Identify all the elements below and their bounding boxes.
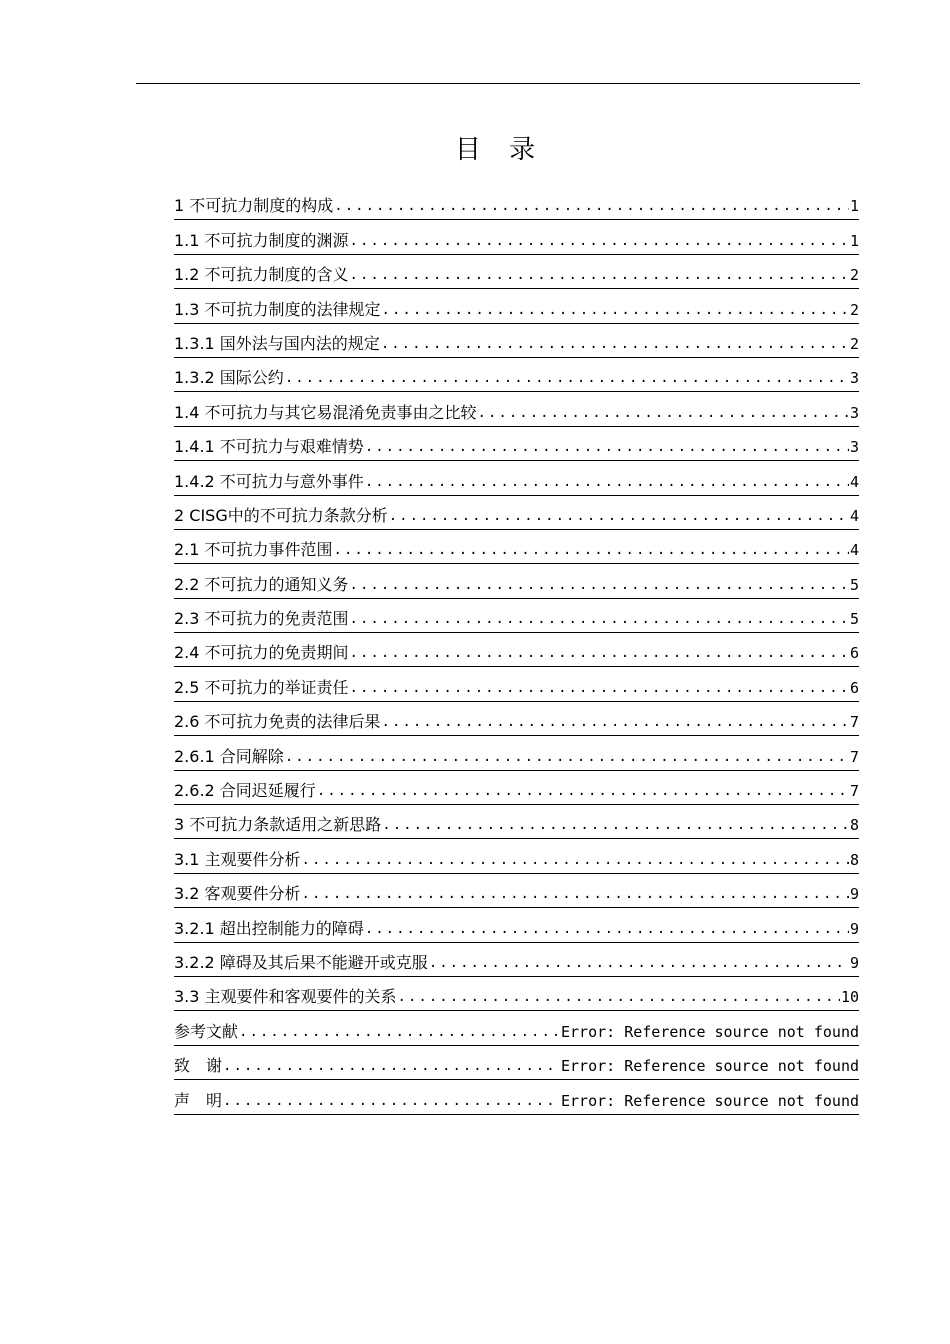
toc-entry[interactable] xyxy=(174,736,859,770)
toc-entry-page: 2 xyxy=(849,334,859,353)
toc-dot-leader xyxy=(381,334,849,354)
toc-entry[interactable] xyxy=(174,805,859,839)
toc-dot-leader xyxy=(223,1056,560,1076)
toc-entry[interactable] xyxy=(174,633,859,667)
toc-entry-label: 3.2.2 障碍及其后果不能避开或克服 xyxy=(174,952,428,972)
toc-dot-leader xyxy=(365,437,849,457)
toc-entry-label: 1.3 不可抗力制度的法律规定 xyxy=(174,299,381,319)
toc-entry-page: Error: Reference source not found xyxy=(560,1022,859,1041)
toc-dot-leader xyxy=(285,747,849,767)
toc-entry[interactable] xyxy=(174,392,859,426)
toc-entry[interactable] xyxy=(174,702,859,736)
toc-entry-label: 3.1 主观要件分析 xyxy=(174,849,301,869)
toc-entry-page: 3 xyxy=(849,438,859,457)
toc-entry[interactable] xyxy=(174,324,859,358)
toc-dot-leader xyxy=(350,643,849,663)
toc-entry-label: 1.2 不可抗力制度的含义 xyxy=(174,265,349,285)
toc-entry-label: 1.4.1 不可抗力与艰难情势 xyxy=(174,437,364,457)
toc-dot-leader xyxy=(239,1022,560,1042)
toc-entry[interactable] xyxy=(174,599,859,633)
toc-entry-label: 2.1 不可抗力事件范围 xyxy=(174,540,333,560)
toc-entry-label: 2.4 不可抗力的免责期间 xyxy=(174,643,349,663)
toc-entry-label: 3 不可抗力条款适用之新思路 xyxy=(174,815,382,835)
toc-entry-page: 4 xyxy=(849,472,859,491)
toc-dot-leader xyxy=(334,540,849,560)
toc-dot-leader xyxy=(302,850,849,870)
toc-dot-leader xyxy=(317,781,849,801)
toc-entry[interactable] xyxy=(174,908,859,942)
toc-dot-leader xyxy=(382,712,849,732)
toc-entry[interactable] xyxy=(174,839,859,873)
toc-entry[interactable] xyxy=(174,496,859,530)
toc-entry-page: 7 xyxy=(849,747,859,766)
toc-entry-page: 8 xyxy=(849,850,859,869)
toc-dot-leader xyxy=(350,609,849,629)
toc-dot-leader xyxy=(302,884,849,904)
toc-entry-page: 2 xyxy=(849,300,859,319)
toc-entry[interactable] xyxy=(174,1011,859,1045)
toc-entry-page: 4 xyxy=(849,541,859,560)
toc-entry-page: 9 xyxy=(849,953,859,972)
toc-entry-label: 3.2.1 超出控制能力的障碍 xyxy=(174,918,364,938)
toc-entry-page: 8 xyxy=(849,816,859,835)
toc-entry-page: 1 xyxy=(849,197,859,216)
toc-dot-leader xyxy=(223,1091,560,1111)
toc-entry-page: 9 xyxy=(849,885,859,904)
toc-entry-label: 1.4 不可抗力与其它易混淆免责事由之比较 xyxy=(174,402,477,422)
toc-entry-page: 6 xyxy=(849,644,859,663)
toc-entry[interactable] xyxy=(174,461,859,495)
toc-entry-label: 2.6.1 合同解除 xyxy=(174,746,284,766)
toc-entry[interactable] xyxy=(174,255,859,289)
toc-entry-label: 2.3 不可抗力的免责范围 xyxy=(174,609,349,629)
toc-entry-page: 7 xyxy=(849,713,859,732)
toc-entry[interactable] xyxy=(174,874,859,908)
toc-entry-label: 2.5 不可抗力的举证责任 xyxy=(174,677,349,697)
toc-entry-label: 2.6.2 合同迟延履行 xyxy=(174,781,316,801)
toc-entry[interactable] xyxy=(174,977,859,1011)
toc-entry-page: 6 xyxy=(849,678,859,697)
toc-dot-leader xyxy=(365,472,849,492)
toc-entry[interactable] xyxy=(174,427,859,461)
toc-entry[interactable] xyxy=(174,564,859,598)
toc-dot-leader xyxy=(429,953,849,973)
toc-dot-leader xyxy=(382,300,849,320)
toc-entry-label: 声 明 xyxy=(174,1090,223,1110)
toc-entry-label: 1.3.1 国外法与国内法的规定 xyxy=(174,333,380,353)
toc-dot-leader xyxy=(365,919,849,939)
toc-entry-page: 3 xyxy=(849,369,859,388)
toc-entry-label: 2 CISG中的不可抗力条款分析 xyxy=(174,505,388,525)
toc-entry[interactable] xyxy=(174,358,859,392)
toc-entry-label: 2.6 不可抗力免责的法律后果 xyxy=(174,712,381,732)
toc-entry[interactable] xyxy=(174,943,859,977)
toc-dot-leader xyxy=(478,403,849,423)
toc-dot-leader xyxy=(350,678,849,698)
toc-entry-page: 7 xyxy=(849,782,859,801)
toc-dot-leader xyxy=(350,265,849,285)
toc-dot-leader xyxy=(382,815,849,835)
toc-entry-page: Error: Reference source not found xyxy=(560,1057,859,1076)
table-of-contents xyxy=(174,186,859,1115)
toc-entry-label: 1.1 不可抗力制度的渊源 xyxy=(174,230,349,250)
toc-entry-page: Error: Reference source not found xyxy=(560,1091,859,1110)
toc-entry-page: 2 xyxy=(849,266,859,285)
toc-entry-page: 10 xyxy=(840,988,859,1007)
toc-entry[interactable] xyxy=(174,1080,859,1114)
toc-entry-label: 3.3 主观要件和客观要件的关系 xyxy=(174,987,397,1007)
toc-dot-leader xyxy=(350,231,849,251)
toc-dot-leader xyxy=(350,575,849,595)
toc-entry-label: 致 谢 xyxy=(174,1056,223,1076)
toc-entry[interactable] xyxy=(174,220,859,254)
toc-dot-leader xyxy=(334,196,849,216)
toc-entry[interactable] xyxy=(174,667,859,701)
toc-entry-page: 5 xyxy=(849,575,859,594)
toc-entry[interactable] xyxy=(174,530,859,564)
toc-entry-label: 3.2 客观要件分析 xyxy=(174,884,301,904)
toc-dot-leader xyxy=(398,987,840,1007)
toc-title: 目 录 xyxy=(454,135,546,165)
toc-dot-leader xyxy=(389,506,849,526)
toc-entry[interactable] xyxy=(174,289,859,323)
toc-dot-leader xyxy=(285,368,849,388)
toc-entry-page: 9 xyxy=(849,919,859,938)
toc-entry[interactable] xyxy=(174,771,859,805)
toc-entry-label: 参考文献 xyxy=(174,1021,239,1041)
toc-entry-page: 1 xyxy=(849,231,859,250)
toc-entry-page: 5 xyxy=(849,610,859,629)
toc-entry-page: 3 xyxy=(849,403,859,422)
toc-entry-label: 1.4.2 不可抗力与意外事件 xyxy=(174,471,364,491)
toc-entry-label: 2.2 不可抗力的通知义务 xyxy=(174,574,349,594)
header-rule xyxy=(136,83,860,84)
toc-entry-label: 1.3.2 国际公约 xyxy=(174,368,284,388)
toc-entry[interactable] xyxy=(174,1046,859,1080)
toc-entry-label: 1 不可抗力制度的构成 xyxy=(174,196,334,216)
toc-entry[interactable] xyxy=(174,186,859,220)
toc-entry-page: 4 xyxy=(849,506,859,525)
